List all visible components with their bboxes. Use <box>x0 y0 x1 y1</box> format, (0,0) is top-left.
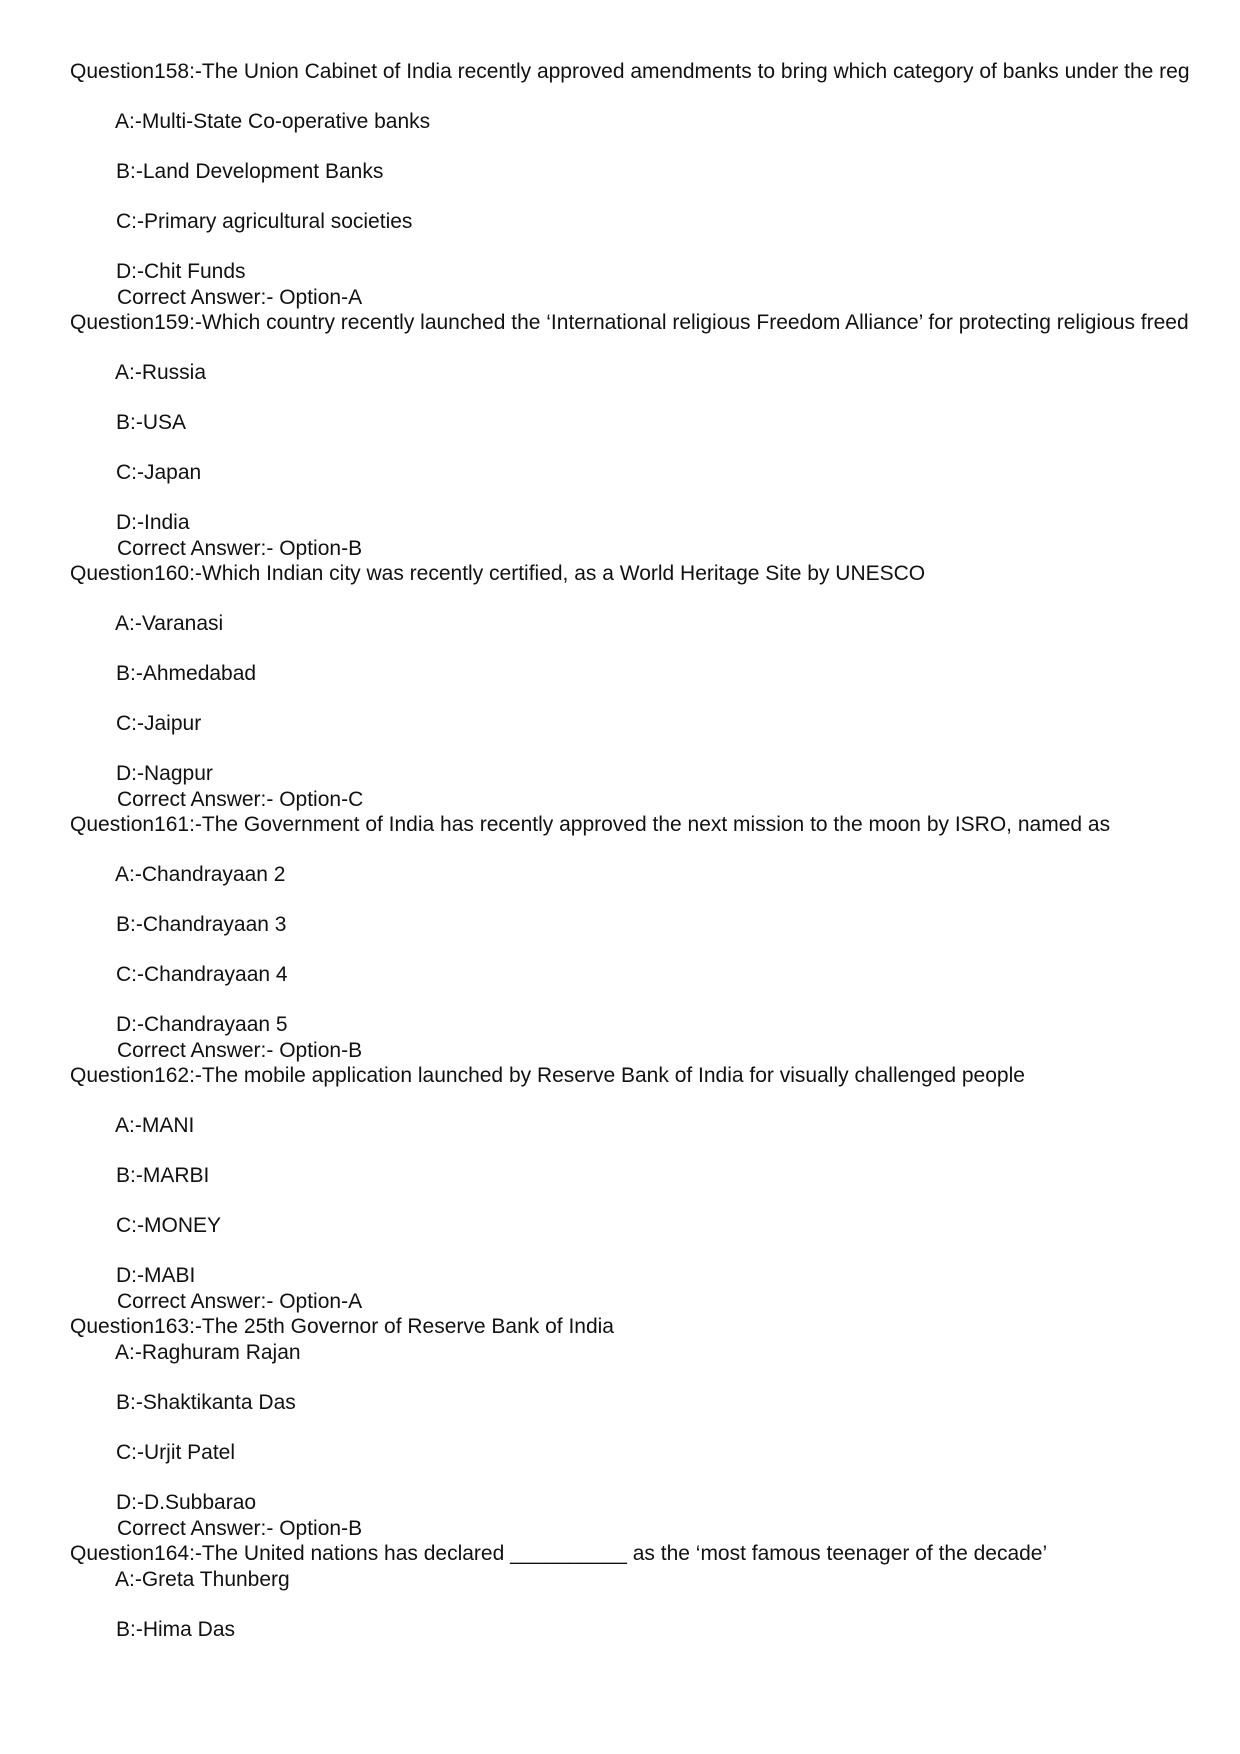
q161-option-d: D:-Chandrayaan 5 <box>116 1013 288 1036</box>
q162-option-d: D:-MABI <box>116 1264 196 1287</box>
q161-correct-answer: Correct Answer:- Option-B <box>117 1039 363 1062</box>
q160-option-c: C:-Jaipur <box>116 712 202 735</box>
q160-option-b: B:-Ahmedabad <box>116 662 257 685</box>
question-163: Question163:-The 25th Governor of Reserve Bank of India <box>70 1315 614 1338</box>
q163-option-c: C:-Urjit Patel <box>116 1441 236 1464</box>
q161-option-a: A:-Chandrayaan 2 <box>115 863 286 886</box>
q158-option-c: C:-Primary agricultural societies <box>116 210 413 233</box>
q162-correct-answer: Correct Answer:- Option-A <box>117 1290 363 1313</box>
q163-option-d: D:-D.Subbarao <box>116 1491 257 1514</box>
q159-option-c: C:-Japan <box>116 461 202 484</box>
q158-option-a: A:-Multi-State Co-operative banks <box>115 110 431 133</box>
q163-correct-answer: Correct Answer:- Option-B <box>117 1517 363 1540</box>
q158-option-b: B:-Land Development Banks <box>116 160 384 183</box>
q159-correct-answer: Correct Answer:- Option-B <box>117 537 363 560</box>
q159-option-b: B:-USA <box>116 411 187 434</box>
q164-option-b: B:-Hima Das <box>116 1618 236 1641</box>
q162-option-a: A:-MANI <box>115 1114 195 1137</box>
q160-correct-answer: Correct Answer:- Option-C <box>117 788 364 811</box>
q159-option-d: D:-India <box>116 511 190 534</box>
question-164: Question164:-The United nations has declared __________ as the ‘most famous teenager of the decade’ <box>70 1542 1048 1565</box>
q159-option-a: A:-Russia <box>115 361 207 384</box>
q160-option-a: A:-Varanasi <box>115 612 224 635</box>
q162-option-b: B:-MARBI <box>116 1164 210 1187</box>
question-159: Question159:-Which country recently launched the ‘International religious Freedom Alliance’ for protecting religious freed <box>70 311 1189 334</box>
q162-option-c: C:-MONEY <box>116 1214 221 1237</box>
q163-option-a: A:-Raghuram Rajan <box>115 1341 301 1364</box>
q158-option-d: D:-Chit Funds <box>116 260 246 283</box>
question-158: Question158:-The Union Cabinet of India recently approved amendments to bring which category of banks under the reg <box>70 60 1190 83</box>
q160-option-d: D:-Nagpur <box>116 762 213 785</box>
q161-option-c: C:-Chandrayaan 4 <box>116 963 288 986</box>
q161-option-b: B:-Chandrayaan 3 <box>116 913 287 936</box>
question-162: Question162:-The mobile application launched by Reserve Bank of India for visually challenged people <box>70 1064 1025 1087</box>
question-160: Question160:-Which Indian city was recently certified, as a World Heritage Site by UNESCO <box>70 562 926 585</box>
q163-option-b: B:-Shaktikanta Das <box>116 1391 296 1414</box>
q158-correct-answer: Correct Answer:- Option-A <box>117 286 363 309</box>
q164-option-a: A:-Greta Thunberg <box>115 1568 290 1591</box>
question-161: Question161:-The Government of India has recently approved the next mission to the moon by ISRO, named as <box>70 813 1111 836</box>
